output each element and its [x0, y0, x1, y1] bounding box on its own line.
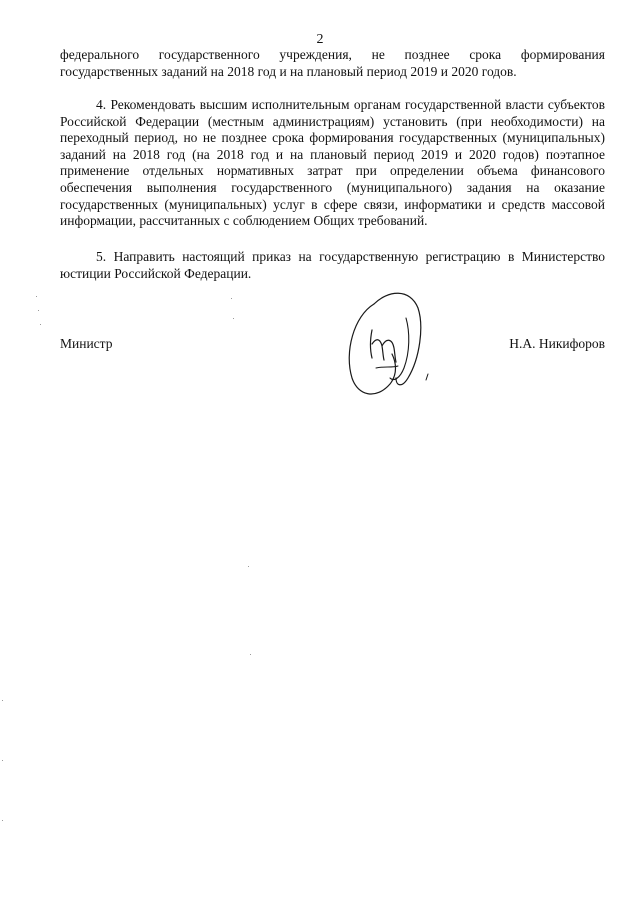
paragraph-item-5 [60, 249, 605, 282]
scan-speck [2, 820, 3, 821]
scan-speck [2, 700, 3, 701]
scan-speck [248, 566, 249, 567]
signer-title: Министр [60, 336, 113, 351]
scan-speck [231, 298, 232, 299]
scan-speck [250, 654, 251, 655]
scan-speck [2, 760, 3, 761]
paragraph-item-4 [60, 97, 605, 230]
paragraph-item-4-text: 4. Рекомендовать высшим исполнительным органам государственной власти субъектов Российской Федерации (местным администрациям) установить (при необходимости) на переходный период, но не позднее срока формирования государственных (муниципальных) заданий на 2018 год (на 2018 год и на плановый период 2019 и 2020 годов) поэтапное применение отдельных нормативных затрат при определении объема финансового обеспечения выполнения государственного (муниципального) задания на оказание государственных (муниципальных) услуг в сфере связи, информатики и средств массовой информации, рассчитанных с соблюдением Общих требований. [60, 97, 605, 229]
handwritten-signature [336, 282, 446, 402]
scan-speck [40, 324, 41, 325]
page-number: 2 [316, 32, 324, 47]
scan-speck [36, 296, 37, 297]
paragraph-item-5-text: 5. Направить настоящий приказ на государственную регистрацию в Министерство юстиции Российской Федерации. [60, 249, 605, 281]
scan-speck [38, 310, 39, 311]
paragraph-continuation [60, 47, 605, 80]
signer-name: Н.А. Никифоров [509, 336, 605, 351]
scan-speck [233, 318, 234, 319]
paragraph-continuation-text: федерального государственного учреждения, не позднее срока формирования государственных заданий на 2018 год и на плановый период 2019 и 2020 годов. [60, 47, 605, 79]
